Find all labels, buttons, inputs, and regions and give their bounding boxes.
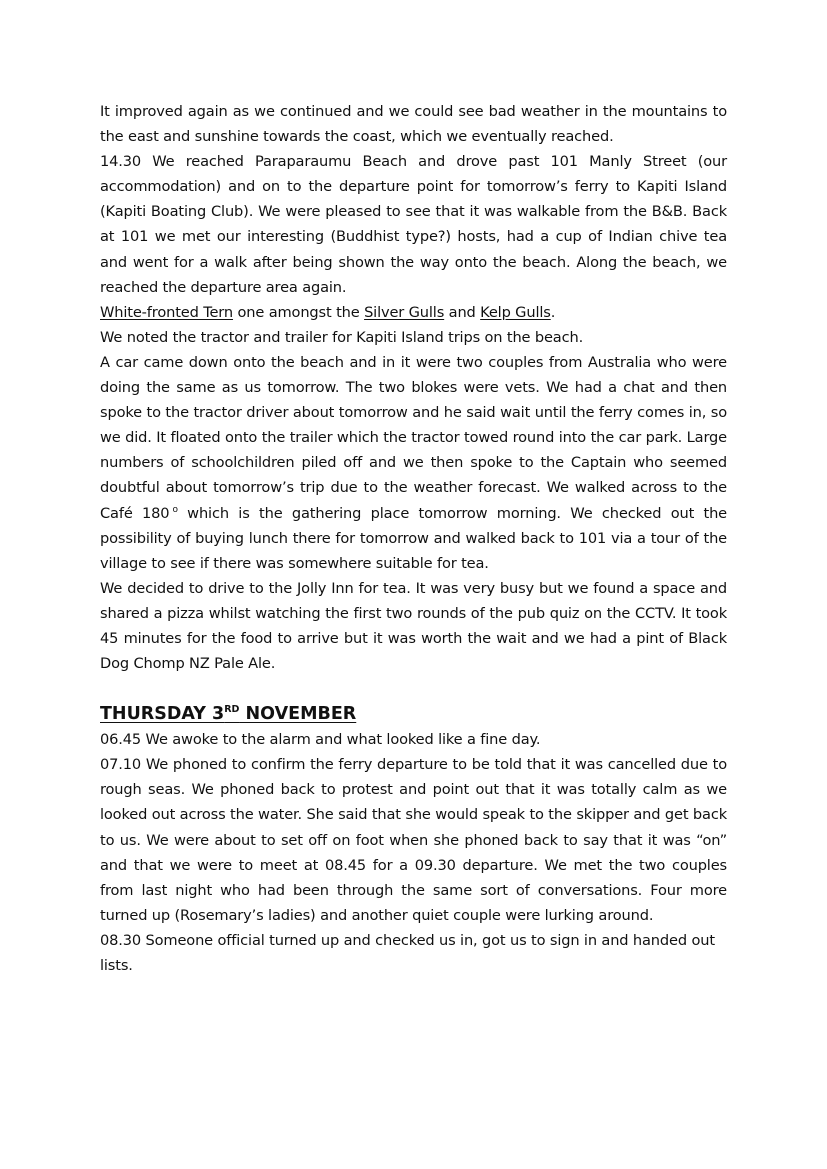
paragraph-weather: It improved again as we continued and we could see bad weather in the mountains to the east and sunshine towards the coast, which we eventually reached. [100, 103, 727, 146]
day-heading-month: NOVEMBER [239, 704, 357, 725]
bird-kelp-gulls: Kelp Gulls [480, 303, 551, 321]
day-heading [100, 701, 727, 727]
paragraph-jolly-inn: We decided to drive to the Jolly Inn for tea. It was very busy but we found a space and shared a pizza whilst watching the first two rounds of the pub quiz on the CCTV. It took 45 minutes for the food to arrive but it was worth the wait and we had a pint of Black Dog Chomp NZ Pale Ale. [100, 579, 727, 673]
entry-0645: 06.45 We awoke to the alarm and what looked like a fine day. [100, 731, 541, 749]
bird-text-3: . [550, 303, 556, 321]
entry-0830: 08.30 Someone official turned up and checked us in, got us to sign in and handed out lists. [100, 931, 715, 974]
bird-text-1: one amongst the [233, 303, 365, 321]
diary-page [100, 99, 727, 978]
bird-white-fronted-tern: White-fronted Tern [100, 303, 234, 321]
bird-silver-gulls: Silver Gulls [364, 303, 445, 321]
bird-text-2: and [444, 303, 481, 321]
day-heading-suffix: RD [224, 704, 240, 716]
paragraph-birds [100, 300, 727, 325]
ferry-meeting-text-a: A car came down onto the beach and in it were two couples from Australia who were doing the same as us tomorrow. The two blokes were vets. We had a chat and then spoke to the tractor driver about tomorrow and he said wait until the ferry comes in, so we did. It floated onto the trailer which the tractor towed round into the car park. Large numbers of schoolchildren piled off and we then spoke to the Captain who seemed doubtful about tomorrow’s trip due to the weather forecast. We walked across to the Café 180 [100, 353, 727, 522]
entry-0710: 07.10 We phoned to confirm the ferry departure to be told that it was cancelled due to rough seas. We phoned back to protest and point out that it was totally calm as we looked out across the water. She said that she would speak to the skipper and get back to us. We were about to set off on foot when she phoned back to say that it was “on” and that we were to meet at 08.45 for a 09.30 departure. We met the two couples from last night who had been through the same sort of conversations. Four more turned up (Rosemary’s ladies) and another quiet couple were lurking around. [100, 756, 727, 924]
ferry-meeting-text-b: which is the gathering place tomorrow morning. We checked out the possibility of buying lunch there for tomorrow and walked back to 101 via a tour of the village to see if there was somewhere suitable for tea. [100, 504, 728, 572]
paragraph-tractor: We noted the tractor and trailer for Kapiti Island trips on the beach. [100, 328, 584, 346]
degree-symbol: o [172, 504, 178, 515]
day-heading-day: THURSDAY 3 [100, 704, 225, 725]
paragraph-ferry-meeting [100, 350, 727, 576]
paragraph-arrival: 14.30 We reached Paraparaumu Beach and drove past 101 Manly Street (our accommodation) and on to the departure point for tomorrow’s ferry to Kapiti Island (Kapiti Boating Club). We were pleased to see that it was walkable from the B&B. Back at 101 we met our interesting (Buddhist type?) hosts, had a cup of Indian chive tea and went for a walk after being shown the way onto the beach. Along the beach, we reached the departure area again. [100, 153, 727, 296]
